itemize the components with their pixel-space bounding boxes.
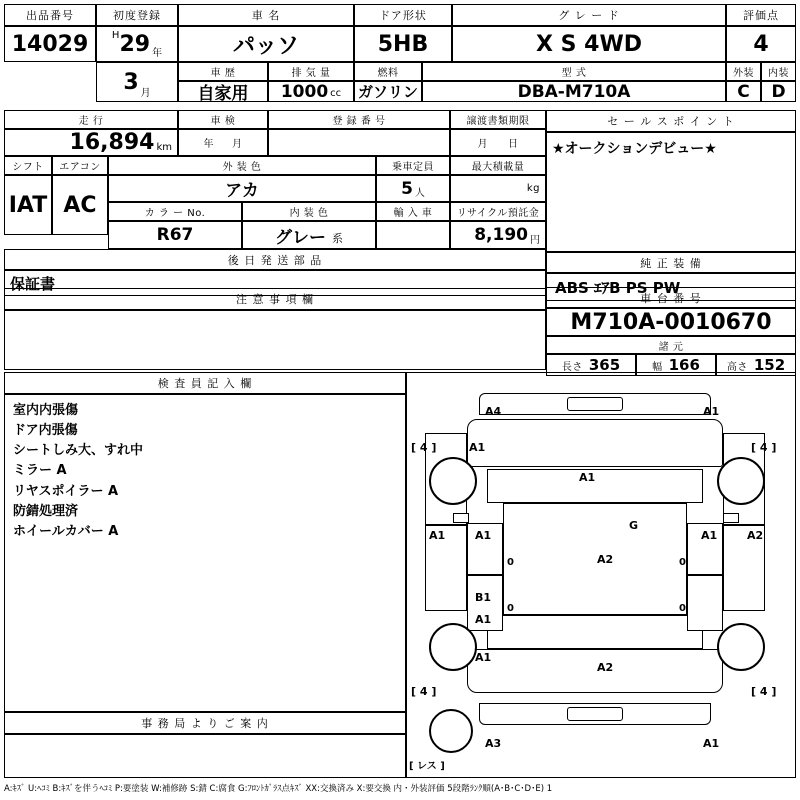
rear-plate-shape <box>567 707 623 721</box>
later-parts-label-cell <box>4 249 546 270</box>
fuel-label-cell <box>354 62 422 81</box>
damage-label: G <box>629 519 639 532</box>
shaken-label-cell <box>178 110 268 129</box>
shift-label-cell <box>4 156 52 175</box>
import-label-cell <box>376 202 450 221</box>
sales-point-value-cell <box>546 132 796 252</box>
max-load-label: 最大積載量 <box>471 162 525 173</box>
legend-footer: A:ｷｽﾞ U:ﾍｺﾐ B:ｷｽﾞを伴うﾍｺﾐ P:要塗装 W:補修跡 S:錆 C:腐食 G:ﾌﾛﾝﾄｶﾞﾗｽ点ｷｽﾞ XX:交換済み X:要交換 内・外装評価 5段階ﾗﾝｸ順(A･B･C･D･E) 1 <box>4 784 553 794</box>
shaken-label: 車 検 <box>210 116 236 127</box>
recycle-label-cell <box>450 202 546 221</box>
inspector-notes-list <box>5 395 143 542</box>
reg-number-label-cell <box>268 110 450 129</box>
mileage-unit: km <box>156 142 172 153</box>
interior-color-label: 内 装 色 <box>289 208 329 219</box>
first-reg-value-cell <box>96 26 178 62</box>
door-handle-mark: 0 <box>679 603 686 614</box>
office-notice-cell <box>4 734 406 778</box>
damage-label: A1 <box>579 471 596 484</box>
damage-label: A1 <box>701 529 718 542</box>
damage-label: A1 <box>703 737 720 750</box>
exterior-color-value-cell <box>108 175 376 202</box>
exterior-color-label: 外 装 色 <box>222 162 262 173</box>
shaken-year-unit: 年 <box>203 139 214 150</box>
left-mirror-shape <box>453 513 469 523</box>
first-reg-year-unit: 年 <box>152 48 163 59</box>
interior-color-value: グレー <box>275 227 326 248</box>
first-reg-era: H <box>111 30 120 41</box>
first-reg-label: 初度登録 <box>113 9 161 22</box>
seats-unit: 人 <box>414 188 425 199</box>
right-front-wheel-shape <box>717 457 765 505</box>
color-no-label: カ ラ ー No. <box>144 208 206 219</box>
right-mirror-shape <box>723 513 739 523</box>
list-item: シートしみ大、すれ中 <box>13 443 144 459</box>
first-reg-month-unit: 月 <box>140 88 151 99</box>
warranty-value: 保証書 <box>10 274 56 293</box>
equipment-label-cell <box>546 252 796 273</box>
damage-label: B1 <box>475 591 492 604</box>
max-load-label-cell <box>450 156 546 175</box>
color-no-label-cell <box>108 202 242 221</box>
length-value: 365 <box>588 356 621 374</box>
reg-number-value-cell <box>268 129 450 156</box>
color-no-value: R67 <box>156 225 194 245</box>
damage-label: A3 <box>485 737 502 750</box>
damage-label: A1 <box>475 529 492 542</box>
displacement-value: 1000 <box>280 81 329 102</box>
damage-label: A1 <box>703 405 720 418</box>
transfer-label-cell <box>450 110 546 129</box>
seats-value-cell <box>376 175 450 202</box>
transfer-day-unit: 日 <box>508 139 519 150</box>
interior-color-value-cell <box>242 221 376 249</box>
car-name-value: パッソ <box>232 33 299 59</box>
door-shape-label: ドア形状 <box>379 9 427 22</box>
score-label-cell <box>726 4 796 26</box>
damage-label: [ 4 ] <box>411 441 437 454</box>
list-item: ミラー A <box>13 463 67 479</box>
exterior-grade-value-cell <box>726 81 761 102</box>
notes-value-cell <box>4 310 546 370</box>
damage-label: A2 <box>597 661 614 674</box>
inspector-notes-label: 検 査 員 記 入 欄 <box>157 377 253 390</box>
damage-label: A4 <box>485 405 502 418</box>
damage-label: A1 <box>429 529 446 542</box>
max-load-unit: kg <box>526 183 540 194</box>
door-handle-mark: 0 <box>507 603 514 614</box>
equipment-value: ABS ｴｱB PS PW <box>555 278 681 297</box>
office-notice-label: 事 務 局 よ り ご 案 内 <box>141 717 269 730</box>
chassis-number-value: M710A-0010670 <box>570 309 772 335</box>
fuel-value-cell <box>354 81 422 102</box>
shift-value-cell <box>4 175 52 235</box>
width-value: 166 <box>668 356 700 374</box>
displacement-unit: cc <box>330 88 342 99</box>
recycle-deposit-value: 8,190 <box>474 225 528 245</box>
damage-label: [ 4 ] <box>751 685 777 698</box>
hood-shape <box>467 419 723 467</box>
damage-label: A2 <box>747 529 764 542</box>
exterior-color-value: アカ <box>225 181 259 201</box>
model-value-cell <box>422 81 726 102</box>
interior-grade-value-cell <box>761 81 796 102</box>
equipment-label: 純 正 装 備 <box>640 256 702 270</box>
exterior-grade-label: 外装 <box>733 68 754 79</box>
damage-label: A2 <box>597 553 614 566</box>
mileage-value-cell <box>4 129 178 156</box>
door-handle-mark: 0 <box>679 557 686 568</box>
shaken-month-unit: 月 <box>232 139 243 150</box>
import-label: 輸 入 車 <box>393 208 433 219</box>
mileage-label: 走 行 <box>78 116 104 127</box>
score-label: 評価点 <box>743 9 779 22</box>
fuel-label: 燃料 <box>377 68 399 79</box>
history-value: 自家用 <box>197 84 249 102</box>
door-value-cell <box>354 26 452 62</box>
sales-point-value: ★オークションデビュー★ <box>552 141 717 157</box>
notes-label-cell <box>4 288 546 310</box>
history-label: 車 歴 <box>210 68 236 79</box>
transfer-value-cell <box>450 129 546 156</box>
displacement-label-cell <box>268 62 354 81</box>
later-parts-label: 後 日 発 送 部 品 <box>227 253 323 267</box>
first-reg-year: 29 <box>119 31 151 57</box>
door-shape-value: 5HB <box>377 31 429 57</box>
shift-value: IAT <box>8 192 48 218</box>
recycle-deposit-label: リサイクル預託金 <box>456 208 540 219</box>
notes-label: 注 意 事 項 欄 <box>236 293 314 306</box>
shaken-value-cell <box>178 129 268 156</box>
grade-value-cell <box>452 26 726 62</box>
inspector-notes-cell <box>4 394 406 712</box>
fuel-value: ガソリン <box>357 83 418 101</box>
transfer-month-unit: 月 <box>477 139 488 150</box>
trunk-shape <box>467 649 723 693</box>
chassis-number-label: 車 台 番 号 <box>640 291 702 305</box>
list-item: ホイールカバー A <box>13 523 119 539</box>
car-damage-diagram <box>406 372 796 778</box>
list-item: リヤスポイラー A <box>13 483 119 499</box>
front-plate-shape <box>567 397 623 411</box>
displacement-label: 排 気 量 <box>291 68 331 79</box>
seats-value: 5 <box>401 178 413 199</box>
grade-label-cell <box>452 4 726 26</box>
height-value: 152 <box>753 356 786 374</box>
seats-label: 乗車定員 <box>392 162 434 173</box>
aircon-label-cell <box>52 156 108 175</box>
office-label-cell <box>4 712 406 734</box>
interior-color-suffix: 系 <box>332 232 343 245</box>
interior-grade-label: 内装 <box>768 68 789 79</box>
damage-label: [ 4 ] <box>751 441 777 454</box>
width-label: 幅 <box>652 361 663 373</box>
list-item: 防錆処理済 <box>13 503 79 519</box>
aircon-label: エアコン <box>59 162 101 173</box>
car-name-label-cell <box>178 4 354 26</box>
damage-label: [ 4 ] <box>411 685 437 698</box>
interior-grade-label-cell <box>761 62 796 81</box>
import-value-cell <box>376 221 450 249</box>
damage-label: A1 <box>469 441 486 454</box>
aircon-value: AC <box>63 192 97 218</box>
door-handle-mark: 0 <box>507 557 514 568</box>
model-code-value: DBA-M710A <box>517 81 631 102</box>
sales-point-label: セ ー ル ス ポ イ ン ト <box>607 115 735 128</box>
interior-color-label-cell <box>242 202 376 221</box>
right-rear-wheel-shape <box>717 623 765 671</box>
aircon-value-cell <box>52 175 108 235</box>
mileage-value: 16,894 <box>69 130 155 155</box>
lot-number-label-cell <box>4 4 96 26</box>
door-label-cell <box>354 4 452 26</box>
damage-label: [ レス ] <box>409 761 445 772</box>
recycle-deposit-unit: 円 <box>530 235 540 246</box>
list-item: 室内内張傷 <box>13 403 79 418</box>
lot-number-value-cell <box>4 26 96 62</box>
list-item: ドア内張傷 <box>13 423 78 439</box>
exterior-color-label-cell <box>108 156 376 175</box>
left-rear-wheel-shape <box>429 623 477 671</box>
transfer-deadline-label: 譲渡書類期限 <box>466 116 530 127</box>
left-front-wheel-shape <box>429 457 477 505</box>
car-name-label: 車 名 <box>251 9 281 22</box>
damage-label: A1 <box>475 651 492 664</box>
right-rear-door-shape <box>687 575 723 631</box>
spare-wheel-shape <box>429 709 473 753</box>
rear-window-shape <box>487 615 703 649</box>
interior-grade-value: D <box>771 81 786 102</box>
displacement-value-cell <box>268 81 354 102</box>
mileage-label-cell <box>4 110 178 129</box>
first-reg-label-cell <box>96 4 178 26</box>
exterior-grade-label-cell <box>726 62 761 81</box>
first-reg-month-cell <box>96 62 178 102</box>
max-load-value-cell <box>450 175 546 202</box>
model-label-cell <box>422 62 726 81</box>
car-name-value-cell <box>178 26 354 62</box>
history-value-cell <box>178 81 268 102</box>
dimensions-label-cell <box>546 336 796 354</box>
damage-label: A1 <box>475 613 492 626</box>
chassis-value-cell <box>546 308 796 336</box>
history-label-cell <box>178 62 268 81</box>
score-value: 4 <box>753 31 769 57</box>
exterior-grade-value: C <box>737 81 750 102</box>
chassis-label-cell <box>546 287 796 308</box>
sales-point-label-cell <box>546 110 796 132</box>
score-value-cell <box>726 26 796 62</box>
recycle-value-cell <box>450 221 546 249</box>
grade-label: グ レ ー ド <box>558 9 620 22</box>
length-label: 長さ <box>561 361 583 373</box>
dimensions-label: 諸 元 <box>658 341 684 353</box>
height-label: 高さ <box>726 361 748 373</box>
reg-number-label: 登 録 番 号 <box>332 116 386 127</box>
shift-label: シフト <box>12 162 44 173</box>
roof-shape <box>503 503 687 615</box>
inspector-label-cell <box>4 372 406 394</box>
color-no-value-cell <box>108 221 242 249</box>
first-reg-month: 3 <box>123 69 139 95</box>
lot-number-value: 14029 <box>11 31 89 57</box>
seats-label-cell <box>376 156 450 175</box>
model-code-label: 型 式 <box>561 68 587 79</box>
lot-number-label: 出品番号 <box>26 9 74 22</box>
grade-value: X S 4WD <box>536 31 642 57</box>
